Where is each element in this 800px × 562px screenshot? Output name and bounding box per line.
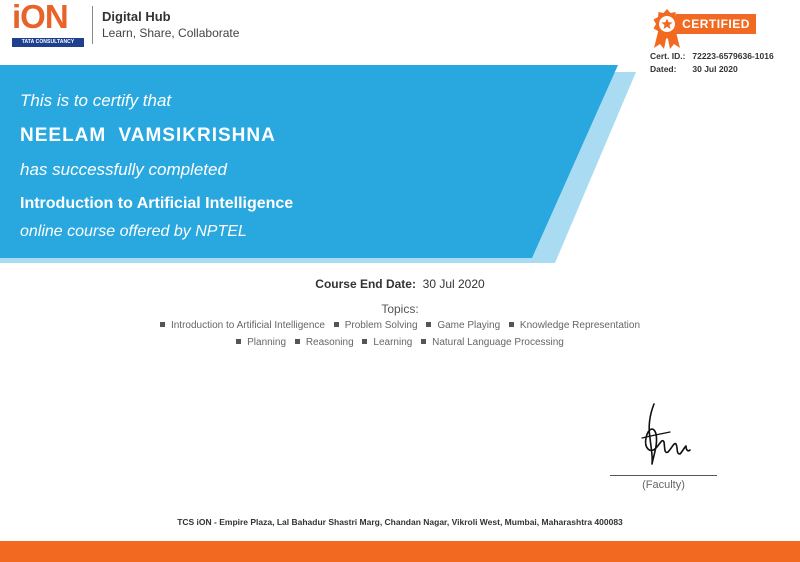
- topic-item: Introduction to Artificial Intelligence: [160, 320, 325, 331]
- offered-by: online course offered by NPTEL: [20, 223, 247, 240]
- bullet-icon: [295, 339, 300, 344]
- faculty-signature: [620, 398, 710, 470]
- bullet-icon: [426, 322, 431, 327]
- cert-id-row: [650, 50, 774, 63]
- logo-subtext: TATA CONSULTANCY SERVICES: [12, 38, 84, 47]
- recipient-name: NEELAM VAMSIKRISHNA: [20, 125, 276, 146]
- completed-text: has successfully completed: [20, 160, 227, 179]
- cert-meta: [650, 50, 774, 76]
- topic-item: Planning: [236, 337, 286, 348]
- cert-date-row: [650, 63, 774, 76]
- topic-item: Learning: [362, 337, 412, 348]
- logo-text: iON: [12, 0, 68, 35]
- course-title: Introduction to Artificial Intelligence: [20, 195, 294, 212]
- topic-item: Game Playing: [426, 320, 500, 331]
- topic-item: Reasoning: [295, 337, 354, 348]
- topic-item: Natural Language Processing: [421, 337, 564, 348]
- bullet-icon: [509, 322, 514, 327]
- cert-id-value: 72223-6579636-1016: [692, 51, 774, 61]
- topics-title: Topics:: [381, 302, 419, 316]
- ion-logo: [10, 0, 88, 54]
- header-divider: [92, 6, 93, 44]
- certify-intro: This is to certify that: [20, 91, 172, 110]
- bullet-icon: [236, 339, 241, 344]
- cert-id-label: Cert. ID.:: [650, 51, 686, 61]
- topic-item: Problem Solving: [334, 320, 418, 331]
- course-end-label: Course End Date:: [315, 277, 416, 291]
- bullet-icon: [421, 339, 426, 344]
- cert-date-label: Dated:: [650, 64, 677, 74]
- footer-address: TCS iON - Empire Plaza, Lal Bahadur Shastri Marg, Chandan Nagar, Vikroli West, Mumbai, Maharashtra 400083: [177, 517, 623, 527]
- cert-date-value: 30 Jul 2020: [692, 64, 738, 74]
- bullet-icon: [362, 339, 367, 344]
- hub-tagline: Learn, Share, Collaborate: [102, 26, 240, 40]
- course-end-value: 30 Jul 2020: [422, 277, 485, 291]
- topics-row-2: [0, 337, 800, 348]
- bullet-icon: [334, 322, 339, 327]
- certified-label: CERTIFIED: [676, 14, 756, 34]
- certified-badge: [650, 8, 756, 38]
- topics-row-1: [0, 320, 800, 331]
- signature-label: (Faculty): [642, 479, 685, 491]
- course-end-date: [0, 277, 800, 291]
- signature-line: [610, 475, 717, 476]
- footer-bar: [0, 541, 800, 562]
- bullet-icon: [160, 322, 165, 327]
- topic-item: Knowledge Representation: [509, 320, 640, 331]
- hub-title: Digital Hub: [102, 9, 171, 24]
